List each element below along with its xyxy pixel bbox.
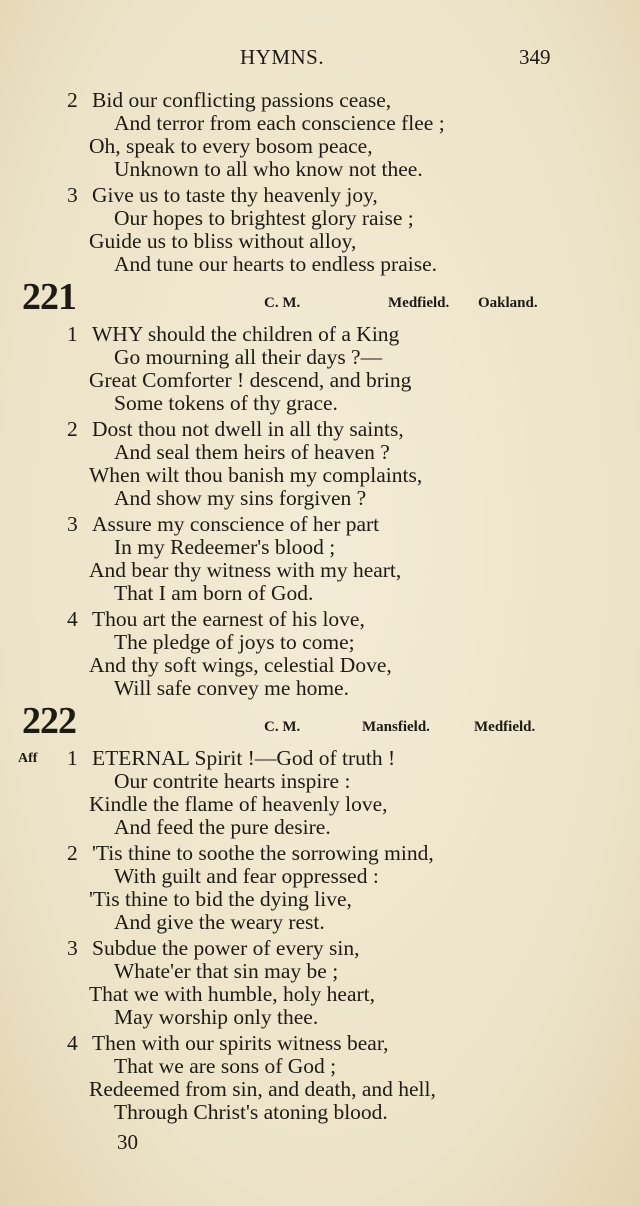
stanza — [0, 842, 640, 934]
stanza — [0, 184, 640, 276]
verse-text: Great Comforter ! descend, and bring — [89, 368, 412, 392]
stanza — [0, 937, 640, 1029]
stanza — [0, 89, 640, 181]
verse-line — [0, 816, 640, 839]
verse-line — [0, 323, 640, 346]
verse-text: Give us to taste thy heavenly joy, — [92, 183, 378, 207]
verse-text: ETERNAL Spirit !—God of truth ! — [92, 746, 396, 770]
verse-line — [0, 230, 640, 253]
verse-text: WHY should the children of a King — [92, 322, 400, 346]
page-body — [0, 89, 640, 1127]
tune-name: Mansfield. — [362, 719, 430, 735]
stanza-number: 4 — [67, 607, 78, 631]
verse-line — [0, 392, 640, 415]
margin-mark: Aff — [18, 751, 38, 766]
verse-text: And terror from each conscience flee ; — [114, 111, 445, 135]
verse-text: When wilt thou banish my complaints, — [89, 463, 423, 487]
verse-text: Whate'er that sin may be ; — [114, 959, 339, 983]
verse-line — [0, 1078, 640, 1101]
verse-line — [0, 441, 640, 464]
verse-text: 'Tis thine to bid the dying live, — [89, 887, 352, 911]
stanza — [0, 513, 640, 605]
verse-text: Some tokens of thy grace. — [114, 391, 338, 415]
verse-line — [0, 559, 640, 582]
verse-line — [0, 960, 640, 983]
stanza-number: 3 — [67, 183, 78, 207]
verse-text: May worship only thee. — [114, 1005, 319, 1029]
verse-line — [0, 888, 640, 911]
verse-text: Thou art the earnest of his love, — [92, 607, 365, 631]
hymn-heading — [0, 276, 640, 323]
stanza-number: 2 — [67, 841, 78, 865]
stanza-number: 1 — [67, 746, 78, 770]
tune-name: Medfield. — [388, 295, 450, 311]
verse-line — [0, 608, 640, 631]
hymn-heading — [0, 700, 640, 747]
hymn-meter: C. M. — [264, 719, 301, 735]
verse-line — [0, 677, 640, 700]
verse-text: And tune our hearts to endless praise. — [114, 252, 438, 276]
tune-name: Medfield. — [474, 719, 536, 735]
verse-text: And feed the pure desire. — [114, 815, 331, 839]
hymn-meter: C. M. — [264, 295, 301, 311]
verse-line — [0, 346, 640, 369]
stanza — [0, 418, 640, 510]
verse-line — [0, 418, 640, 441]
verse-text: And give the weary rest. — [114, 910, 325, 934]
stanza — [0, 1032, 640, 1124]
verse-line — [0, 842, 640, 865]
verse-line — [0, 369, 640, 392]
signature-mark: 30 — [117, 1130, 138, 1154]
verse-line — [0, 582, 640, 605]
verse-text: Go mourning all their days ?— — [114, 345, 383, 369]
verse-text: In my Redeemer's blood ; — [114, 535, 336, 559]
verse-line — [0, 937, 640, 960]
verse-line — [0, 487, 640, 510]
verse-line — [0, 89, 640, 112]
verse-text: Unknown to all who know not thee. — [114, 157, 423, 181]
verse-text: Through Christ's atoning blood. — [114, 1100, 388, 1124]
verse-text: Oh, speak to every bosom peace, — [89, 134, 373, 158]
verse-text: Our contrite hearts inspire : — [114, 769, 351, 793]
page-number: 349 — [519, 45, 551, 69]
verse-text: Our hopes to brightest glory raise ; — [114, 206, 414, 230]
verse-line — [0, 654, 640, 677]
verse-text: The pledge of joys to come; — [114, 630, 355, 654]
stanza-number: 2 — [67, 88, 78, 112]
verse-line — [0, 1101, 640, 1124]
verse-text: Guide us to bliss without alloy, — [89, 229, 357, 253]
verse-text: That I am born of God. — [114, 581, 314, 605]
verse-text: Then with our spirits witness bear, — [92, 1031, 389, 1055]
hymn-number: 222 — [22, 700, 76, 742]
verse-line — [0, 1055, 640, 1078]
verse-line — [0, 983, 640, 1006]
verse-text: Will safe convey me home. — [114, 676, 349, 700]
stanza-number: 3 — [67, 512, 78, 536]
verse-line — [0, 865, 640, 888]
tune-name: Oakland. — [478, 295, 538, 311]
verse-line — [0, 112, 640, 135]
verse-line — [0, 631, 640, 654]
verse-text: And thy soft wings, celestial Dove, — [89, 653, 392, 677]
running-title: HYMNS. — [240, 45, 325, 69]
verse-line — [0, 1032, 640, 1055]
verse-line — [0, 513, 640, 536]
hymn-number: 221 — [22, 276, 76, 318]
stanza-number: 2 — [67, 417, 78, 441]
verse-text: 'Tis thine to soothe the sorrowing mind, — [92, 841, 434, 865]
verse-line — [0, 793, 640, 816]
verse-text: That we with humble, holy heart, — [89, 982, 375, 1006]
verse-text: And seal them heirs of heaven ? — [114, 440, 390, 464]
verse-text: Kindle the flame of heavenly love, — [89, 792, 388, 816]
verse-text: Dost thou not dwell in all thy saints, — [92, 417, 404, 441]
verse-line — [0, 184, 640, 207]
stanza — [0, 323, 640, 415]
verse-text: Bid our conflicting passions cease, — [92, 88, 392, 112]
verse-line — [0, 135, 640, 158]
verse-text: And bear thy witness with my heart, — [89, 558, 402, 582]
verse-text: Redeemed from sin, and death, and hell, — [89, 1077, 436, 1101]
stanza-number: 4 — [67, 1031, 78, 1055]
stanza — [0, 747, 640, 839]
verse-line — [0, 464, 640, 487]
stanza — [0, 608, 640, 700]
verse-line — [0, 911, 640, 934]
verse-line — [0, 158, 640, 181]
verse-text: Assure my conscience of her part — [92, 512, 380, 536]
verse-line — [0, 207, 640, 230]
stanza-number: 3 — [67, 936, 78, 960]
verse-line — [0, 1006, 640, 1029]
verse-line — [0, 536, 640, 559]
verse-line — [0, 253, 640, 276]
verse-text: And show my sins forgiven ? — [114, 486, 367, 510]
verse-line — [0, 770, 640, 793]
verse-text: That we are sons of God ; — [114, 1054, 337, 1078]
verse-text: Subdue the power of every sin, — [92, 936, 360, 960]
verse-text: With guilt and fear oppressed : — [114, 864, 379, 888]
running-header — [0, 45, 640, 71]
stanza-number: 1 — [67, 322, 78, 346]
verse-line — [0, 747, 640, 770]
